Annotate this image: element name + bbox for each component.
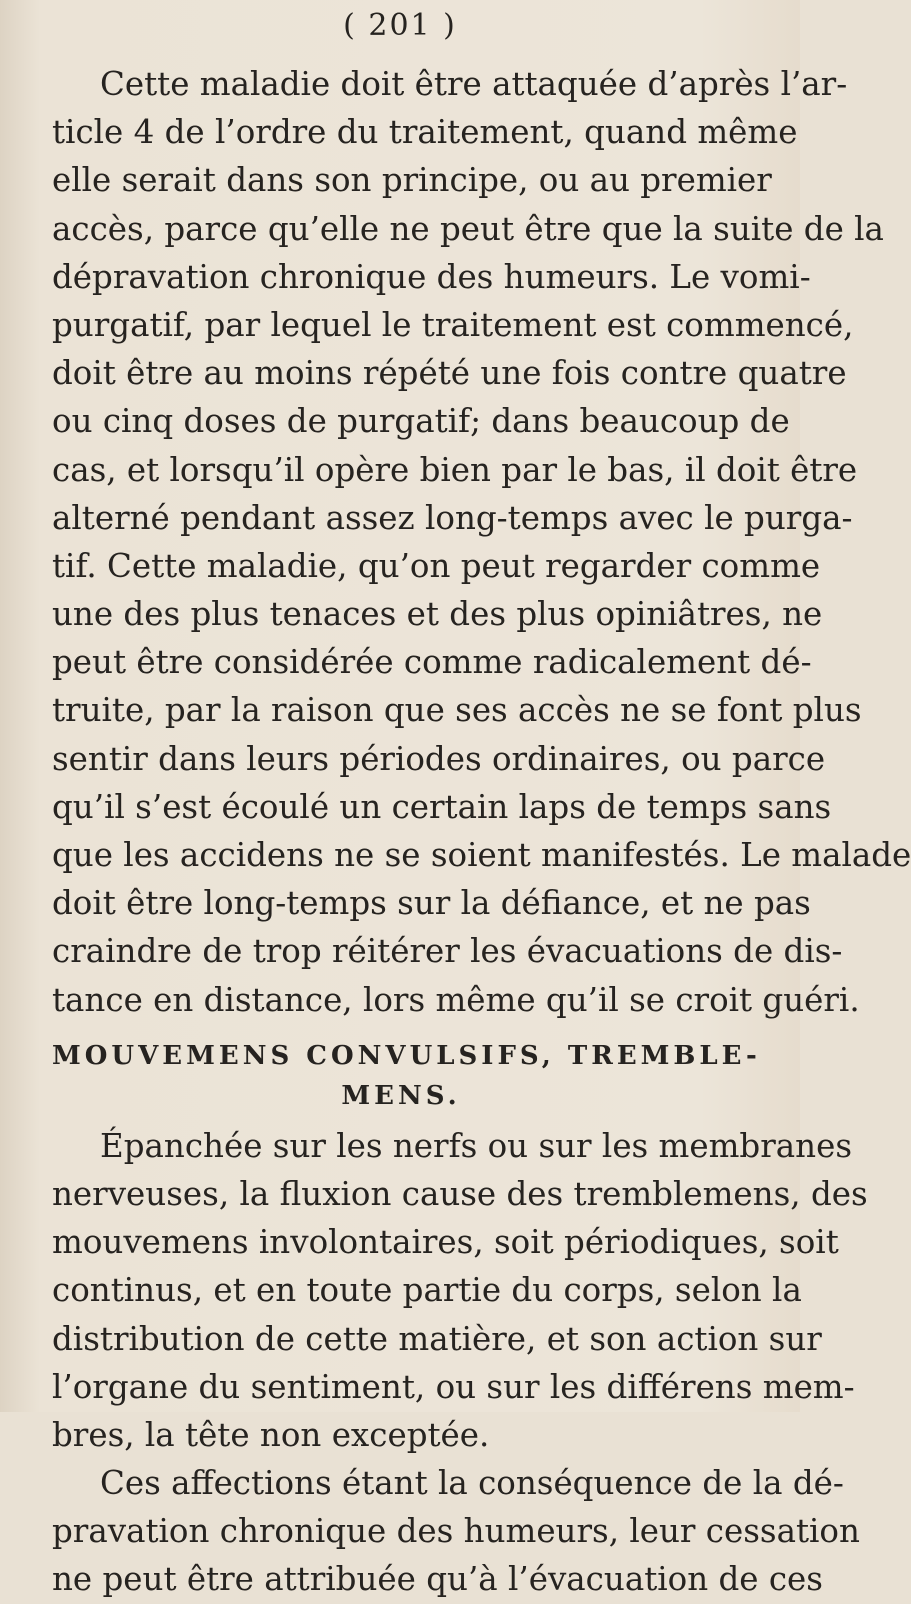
paragraph-3 bbox=[52, 1459, 860, 1604]
text-line: qu’il s’est écoulé un certain laps de temps sans bbox=[52, 787, 832, 826]
text-line: ou cinq doses de purgatif; dans beaucoup de bbox=[52, 402, 790, 441]
text-line: nerveuses, la fluxion cause des tremblemens, des bbox=[52, 1174, 868, 1213]
text-line: Cette maladie doit être attaquée d’après l’ar- bbox=[100, 65, 848, 103]
text-line: une des plus tenaces et des plus opiniâtres, ne bbox=[52, 595, 823, 634]
text-line: l’organe du sentiment, ou sur les différens mem- bbox=[52, 1367, 855, 1406]
text-line: purgatif, par lequel le traitement est commencé, bbox=[52, 305, 854, 344]
page-body bbox=[52, 60, 911, 1604]
section-heading-line-2: MENS. bbox=[341, 1080, 461, 1111]
text-line: tif. Cette maladie, qu’on peut regarder comme bbox=[52, 546, 821, 585]
page-number: ( 201 ) bbox=[343, 8, 457, 43]
text-line: continus, et en toute partie du corps, selon la bbox=[52, 1271, 802, 1310]
text-line: mouvemens involontaires, soit périodiques, soit bbox=[52, 1223, 839, 1262]
text-line: sentir dans leurs périodes ordinaires, ou parce bbox=[52, 739, 826, 778]
paragraph-1 bbox=[52, 60, 911, 1024]
text-line: ne peut être attribuée qu’à l’évacuation de ces bbox=[52, 1560, 823, 1599]
text-line: ticle 4 de l’ordre du traitement, quand même bbox=[52, 113, 798, 152]
text-line: cas, et lorsqu’il opère bien par le bas, il doit être bbox=[52, 450, 858, 489]
text-line: elle serait dans son principe, ou au premier bbox=[52, 161, 772, 200]
text-line: distribution de cette matière, et son action sur bbox=[52, 1319, 822, 1358]
paragraph-2 bbox=[52, 1122, 868, 1459]
text-line: Ces affections étant la conséquence de la dé- bbox=[100, 1464, 844, 1503]
text-line: craindre de trop réitérer les évacuations de dis- bbox=[52, 932, 843, 971]
text-line: truite, par la raison que ses accès ne se font plus bbox=[52, 691, 862, 730]
text-line: tance en distance, lors même qu’il se croit guéri. bbox=[52, 980, 860, 1019]
text-line: doit être long-temps sur la défiance, et ne pas bbox=[52, 884, 811, 923]
text-line: alterné pendant assez long-temps avec le purga- bbox=[52, 498, 853, 537]
text-line: que les accidens ne se soient manifestés. Le malade bbox=[52, 836, 911, 874]
text-line: dépravation chronique des humeurs. Le vomi- bbox=[52, 257, 811, 296]
text-line: pravation chronique des humeurs, leur cessation bbox=[52, 1512, 860, 1551]
text-line: Épanchée sur les nerfs ou sur les membranes bbox=[100, 1126, 852, 1165]
text-line: accès, parce qu’elle ne peut être que la suite de la bbox=[52, 209, 884, 248]
section-heading-line-1: MOUVEMENS CONVULSIFS, TREMBLE- bbox=[52, 1040, 761, 1071]
text-line: peut être considérée comme radicalement dé- bbox=[52, 643, 812, 682]
section-heading bbox=[52, 1036, 761, 1122]
text-line: bres, la tête non exceptée. bbox=[52, 1415, 490, 1454]
text-line: doit être au moins répété une fois contre quatre bbox=[52, 354, 847, 393]
